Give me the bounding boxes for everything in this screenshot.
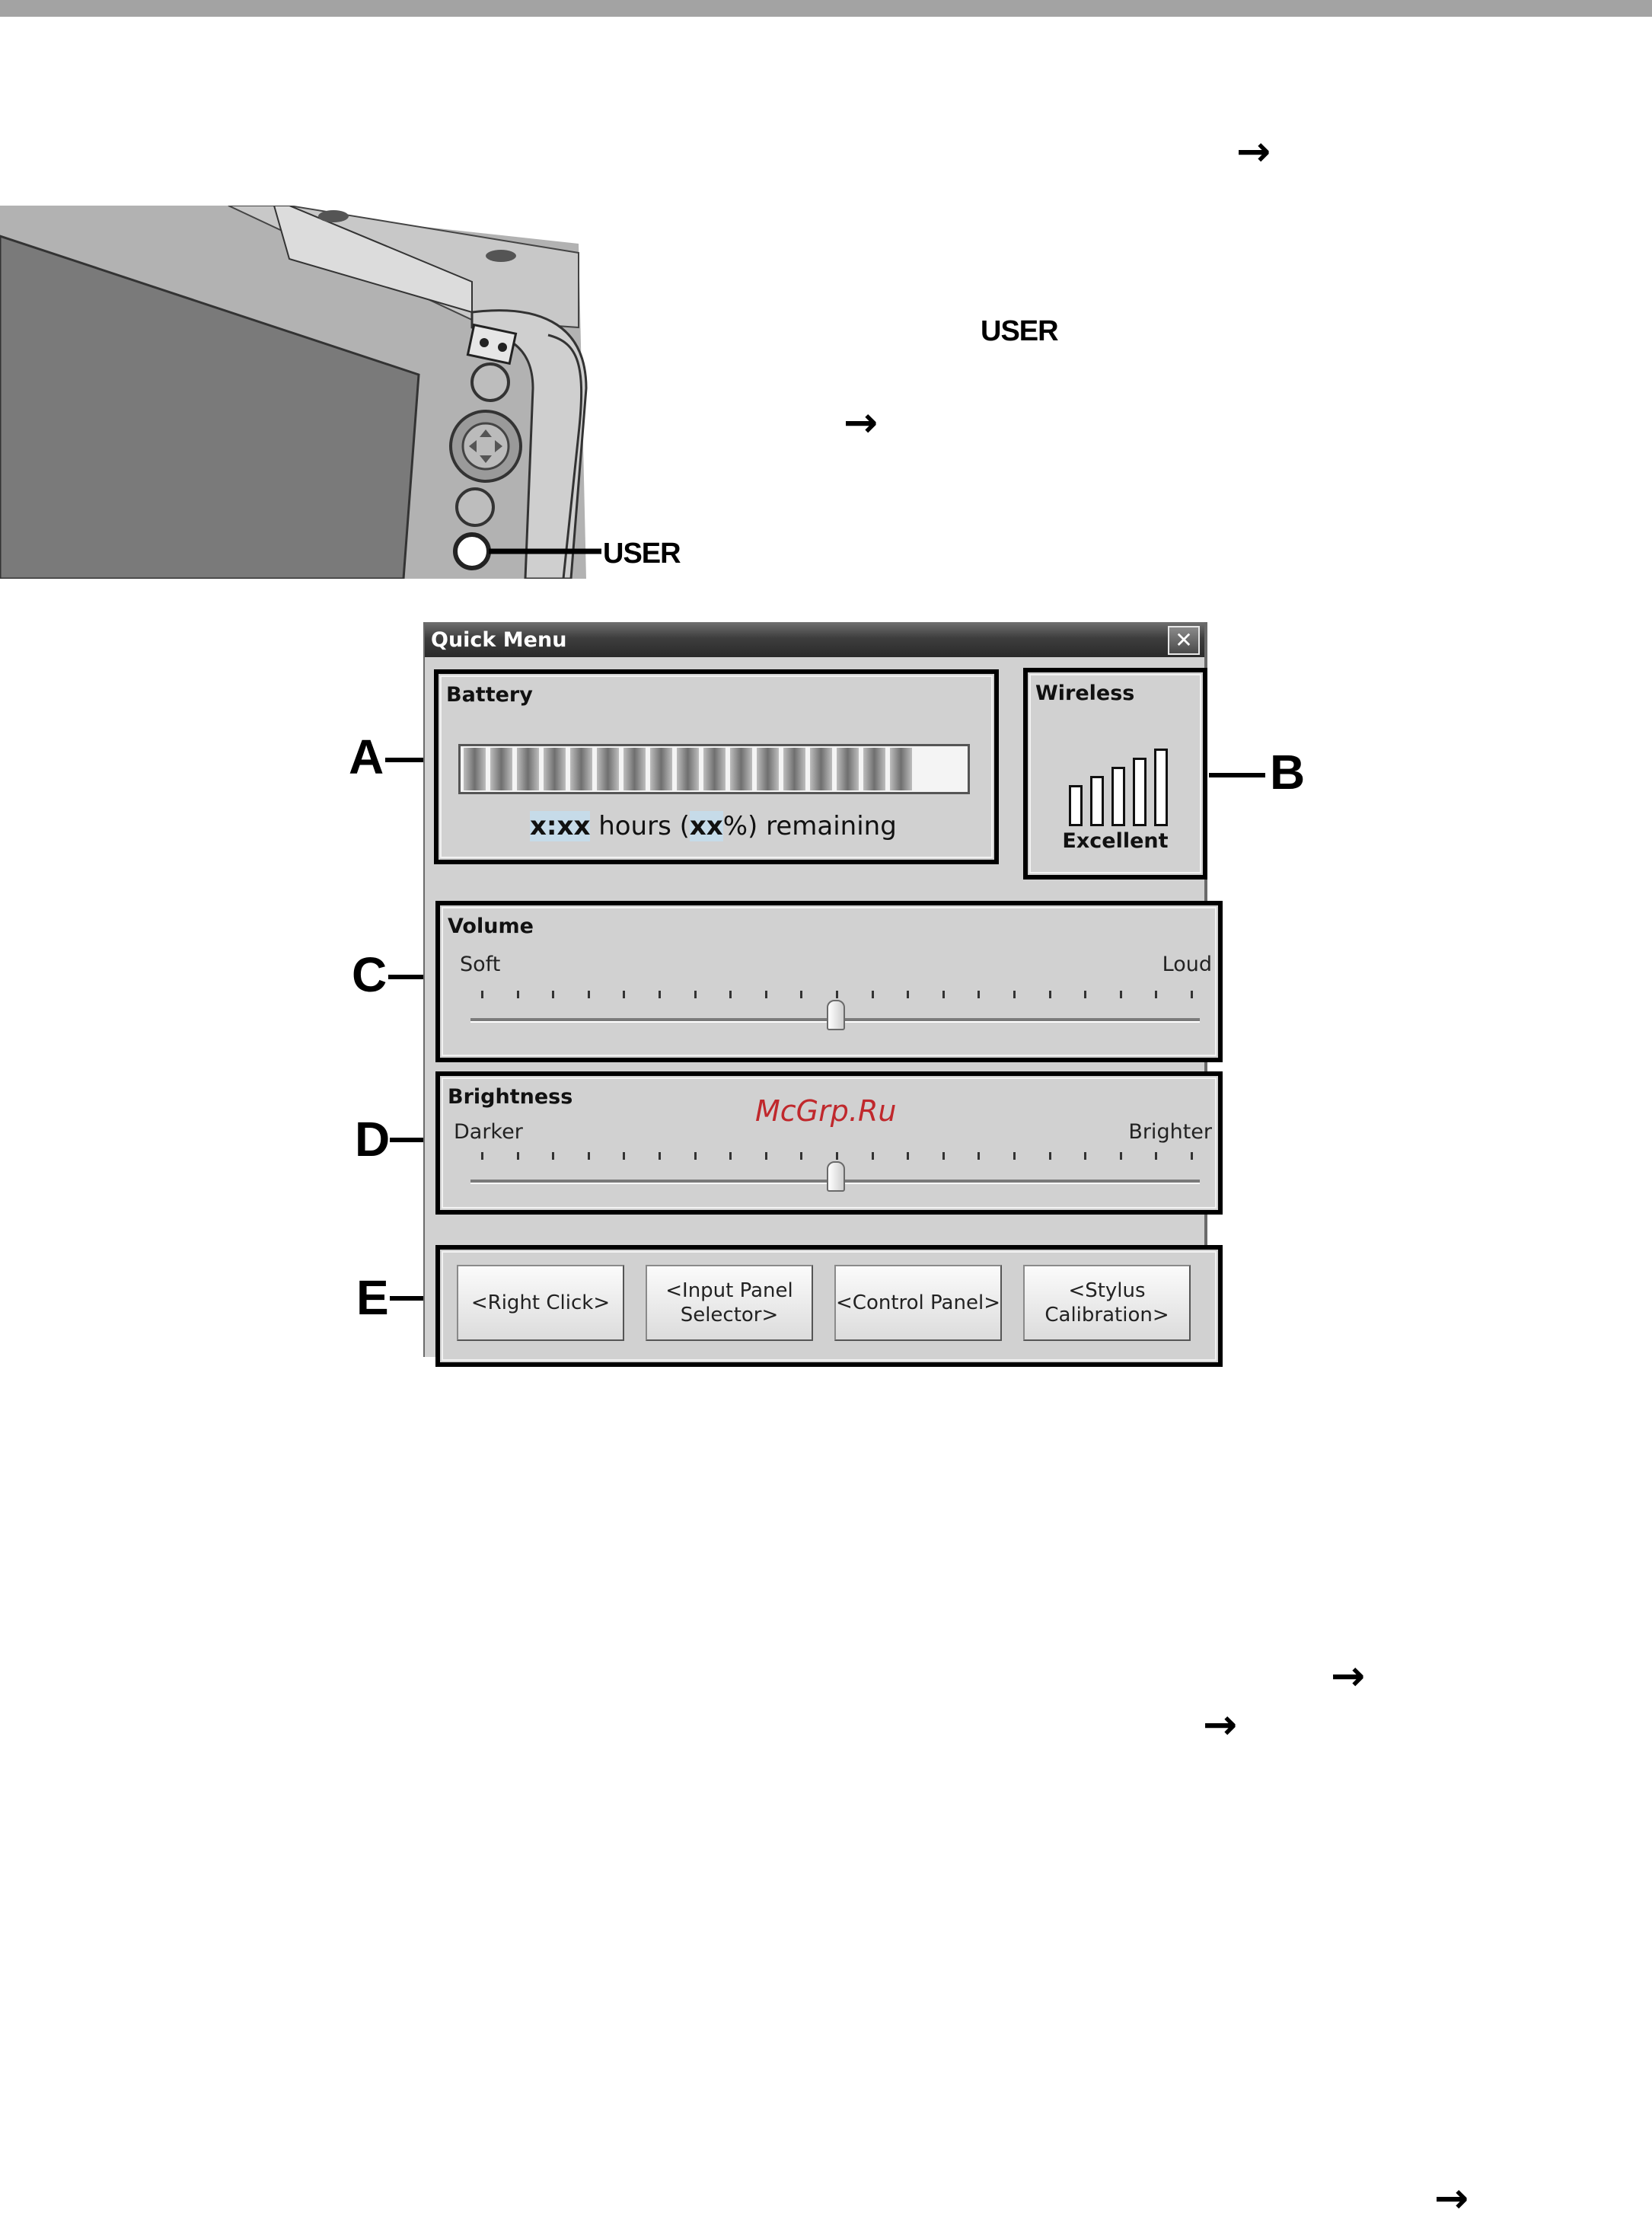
quick-menu-window (423, 622, 1212, 1357)
slider-tick (1191, 991, 1193, 998)
battery-segment (464, 748, 486, 790)
slider-tick (729, 1152, 732, 1160)
battery-segment (490, 748, 512, 790)
slider-tick (1084, 1152, 1086, 1160)
battery-segment (730, 748, 752, 790)
volume-thumb[interactable] (827, 1000, 845, 1030)
watermark-text: McGrp.Ru (755, 1094, 897, 1128)
slider-tick (623, 1152, 625, 1160)
slider-tick (517, 1152, 519, 1160)
battery-percent-value: xx (689, 811, 723, 841)
signal-bar (1069, 785, 1083, 826)
volume-max-label: Loud (1162, 953, 1212, 976)
right-click-button[interactable]: <Right Click> (457, 1265, 624, 1341)
battery-hours-value: x:xx (530, 811, 591, 841)
slider-tick (481, 991, 483, 998)
brightness-min-label: Darker (454, 1120, 523, 1144)
slider-tick (659, 991, 661, 998)
slider-tick (1049, 1152, 1051, 1160)
wireless-signal-icon (1069, 742, 1175, 826)
battery-segment (783, 748, 805, 790)
callout-e: E (356, 1270, 389, 1325)
battery-segment (890, 748, 912, 790)
slider-tick (517, 991, 519, 998)
brightness-title: Brightness (448, 1085, 573, 1109)
volume-title: Volume (448, 915, 534, 938)
callout-a: A (349, 729, 384, 784)
slider-tick (1191, 1152, 1193, 1160)
signal-bar (1111, 767, 1125, 826)
tablet-corner-drawing (0, 206, 693, 579)
slider-tick (481, 1152, 483, 1160)
shortcut-buttons-panel (435, 1245, 1223, 1367)
battery-segment (544, 748, 566, 790)
wireless-panel (1023, 668, 1207, 880)
slider-tick (659, 1152, 661, 1160)
slider-tick (765, 991, 767, 998)
brightness-panel (435, 1071, 1223, 1215)
battery-hours-word: hours ( (590, 811, 690, 841)
slider-tick (872, 1152, 874, 1160)
slider-tick (977, 991, 980, 998)
slider-tick (1155, 1152, 1157, 1160)
arrow-right-icon: → (1434, 2174, 1469, 2222)
slider-tick (623, 991, 625, 998)
slider-tick (1013, 991, 1016, 998)
volume-panel (435, 901, 1223, 1062)
wireless-title: Wireless (1035, 682, 1135, 705)
quick-menu-figure (343, 618, 1309, 1365)
callout-d: D (355, 1112, 391, 1167)
slider-tick (588, 1152, 590, 1160)
battery-segment (757, 748, 779, 790)
slider-tick (836, 1152, 838, 1160)
arrow-right-icon: → (1331, 1652, 1366, 1700)
slider-tick (1049, 991, 1051, 998)
signal-bar (1154, 749, 1168, 826)
slider-tick (907, 1152, 909, 1160)
callout-b-line (1209, 773, 1265, 777)
slider-tick (1013, 1152, 1016, 1160)
input-panel-selector-button[interactable]: <Input Panel Selector> (646, 1265, 813, 1341)
callout-c: C (352, 947, 387, 1002)
slider-tick (977, 1152, 980, 1160)
slider-tick (552, 991, 554, 998)
signal-bar (1090, 776, 1104, 826)
slider-tick (1120, 991, 1122, 998)
tablet-device-illustration (0, 206, 693, 579)
quick-menu-titlebar (425, 622, 1204, 657)
battery-panel (434, 669, 999, 864)
arrow-right-icon: → (1203, 1700, 1238, 1748)
slider-tick (694, 1152, 697, 1160)
user-button-label: USER (603, 538, 681, 570)
battery-segment (703, 748, 726, 790)
battery-segment (863, 748, 885, 790)
battery-segment (650, 748, 672, 790)
battery-segment (677, 748, 699, 790)
battery-level-bar (458, 744, 970, 794)
stylus-calibration-button[interactable]: <Stylus Calibration> (1023, 1265, 1191, 1341)
brightness-slider[interactable] (470, 1152, 1201, 1205)
battery-title: Battery (446, 683, 533, 707)
user-button-text: USER (981, 315, 1058, 347)
brightness-thumb[interactable] (827, 1161, 845, 1192)
slider-tick (765, 1152, 767, 1160)
battery-remaining-text (530, 811, 897, 841)
wireless-status: Excellent (1062, 829, 1169, 853)
battery-segment (517, 748, 539, 790)
arrow-right-icon: → (844, 398, 879, 446)
battery-segment (837, 748, 859, 790)
slider-tick (907, 991, 909, 998)
slider-tick (800, 1152, 802, 1160)
battery-segment (810, 748, 832, 790)
volume-min-label: Soft (460, 953, 501, 976)
slider-tick (1155, 991, 1157, 998)
battery-remaining-word: %) remaining (722, 811, 897, 841)
slider-tick (800, 991, 802, 998)
close-button[interactable]: ✕ (1168, 626, 1200, 655)
volume-slider[interactable] (470, 991, 1201, 1044)
slider-tick (1084, 991, 1086, 998)
slider-tick (872, 991, 874, 998)
window-title: Quick Menu (431, 628, 567, 652)
battery-segment (623, 748, 646, 790)
slider-tick (552, 1152, 554, 1160)
page-top-rule (0, 0, 1652, 17)
signal-bar (1133, 758, 1147, 826)
slider-tick (694, 991, 697, 998)
battery-segment (570, 748, 592, 790)
arrow-right-icon: → (1236, 127, 1271, 175)
slider-tick (942, 1152, 945, 1160)
control-panel-button[interactable]: <Control Panel> (834, 1265, 1002, 1341)
slider-tick (942, 991, 945, 998)
battery-segment (597, 748, 619, 790)
slider-tick (836, 991, 838, 998)
slider-tick (1120, 1152, 1122, 1160)
brightness-max-label: Brighter (1128, 1120, 1212, 1144)
slider-tick (729, 991, 732, 998)
callout-b: B (1270, 745, 1306, 800)
slider-tick (588, 991, 590, 998)
